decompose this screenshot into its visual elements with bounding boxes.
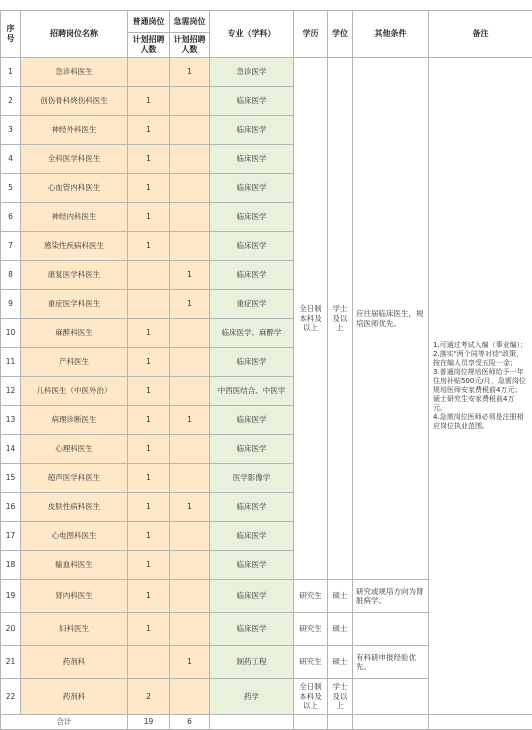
total-row <box>1 715 532 730</box>
regular-count: 1 <box>128 174 170 203</box>
other-conditions-merged: 应往届临床医生，规培医师优先。 <box>353 58 429 580</box>
major: 医学影像学 <box>210 464 294 493</box>
major: 临床医学 <box>210 580 294 613</box>
total-label: 合计 <box>1 715 128 730</box>
major: 临床医学 <box>210 613 294 646</box>
total-regular: 19 <box>128 715 170 730</box>
urgent-count: 1 <box>170 290 210 319</box>
position-name: 药剂科 <box>21 679 128 715</box>
degree-merged: 学士及以上 <box>328 58 353 580</box>
header-no: 序号 <box>1 11 21 58</box>
degree: 硕士 <box>328 646 353 679</box>
regular-count: 1 <box>128 613 170 646</box>
urgent-count <box>170 319 210 348</box>
regular-count: 1 <box>128 435 170 464</box>
table-row <box>1 58 532 87</box>
urgent-count <box>170 116 210 145</box>
major: 临床医学 <box>210 493 294 522</box>
urgent-count <box>170 348 210 377</box>
header-regular-plan: 计划招聘人数 <box>128 33 170 58</box>
row-number: 9 <box>1 290 21 319</box>
position-name: 神经外科医生 <box>21 116 128 145</box>
urgent-count <box>170 551 210 580</box>
row-number: 4 <box>1 145 21 174</box>
regular-count <box>128 58 170 87</box>
major: 临床医学、麻醉学 <box>210 319 294 348</box>
urgent-count <box>170 435 210 464</box>
major: 临床医学 <box>210 174 294 203</box>
regular-count: 2 <box>128 679 170 715</box>
row-number: 7 <box>1 232 21 261</box>
position-name: 麻醉科医生 <box>21 319 128 348</box>
other-conditions <box>353 679 429 715</box>
row-number: 14 <box>1 435 21 464</box>
urgent-count <box>170 464 210 493</box>
regular-count <box>128 646 170 679</box>
header-major: 专业（学科） <box>210 11 294 58</box>
position-name: 病理诊断医生 <box>21 406 128 435</box>
major: 临床医学 <box>210 116 294 145</box>
degree: 硕士 <box>328 580 353 613</box>
other-conditions: 有科研申报经验优先。 <box>353 646 429 679</box>
row-number: 19 <box>1 580 21 613</box>
regular-count: 1 <box>128 319 170 348</box>
major: 药学 <box>210 679 294 715</box>
education-merged: 全日制本科及以上 <box>294 58 328 580</box>
total-empty <box>429 715 532 730</box>
position-name: 心血管内科医生 <box>21 174 128 203</box>
position-name: 重症医学科医生 <box>21 290 128 319</box>
major: 临床医学 <box>210 261 294 290</box>
major: 临床医学 <box>210 551 294 580</box>
position-name: 输血科医生 <box>21 551 128 580</box>
education: 研究生 <box>294 580 328 613</box>
row-number: 21 <box>1 646 21 679</box>
urgent-count <box>170 679 210 715</box>
header-urgent: 急需岗位 <box>170 11 210 33</box>
header-education: 学历 <box>294 11 328 58</box>
row-number: 10 <box>1 319 21 348</box>
row-number: 20 <box>1 613 21 646</box>
total-empty <box>210 715 294 730</box>
urgent-count <box>170 203 210 232</box>
urgent-count <box>170 232 210 261</box>
regular-count: 1 <box>128 464 170 493</box>
regular-count: 1 <box>128 580 170 613</box>
row-number: 2 <box>1 87 21 116</box>
regular-count: 1 <box>128 522 170 551</box>
header-remark: 备注 <box>429 11 532 58</box>
row-number: 5 <box>1 174 21 203</box>
major: 中西医结合、中医学 <box>210 377 294 406</box>
degree: 学士及以上 <box>328 679 353 715</box>
row-number: 13 <box>1 406 21 435</box>
position-name: 超声医学科医生 <box>21 464 128 493</box>
header-urgent-plan: 计划招聘人数 <box>170 33 210 58</box>
urgent-count: 1 <box>170 493 210 522</box>
row-number: 15 <box>1 464 21 493</box>
recruitment-table <box>0 10 532 730</box>
regular-count: 1 <box>128 232 170 261</box>
remark-merged: 1.可通过考试入编（事业编）； 2.落实"两个同等对待"政策，按在编人员享受五险一金； 3.普通岗位规培医师给予一年住房补贴500元/月，急需岗位规培医师安家费税前4万元；硕士研究生安家费税前4万元。 4.急需岗位医师必须是注册相应岗位执业范围。 <box>429 58 532 715</box>
position-name: 康复医学科医生 <box>21 261 128 290</box>
urgent-count <box>170 377 210 406</box>
urgent-count <box>170 580 210 613</box>
header-regular: 普通岗位 <box>128 11 170 33</box>
row-number: 11 <box>1 348 21 377</box>
urgent-count <box>170 145 210 174</box>
regular-count: 1 <box>128 87 170 116</box>
major: 制药工程 <box>210 646 294 679</box>
header-degree: 学位 <box>328 11 353 58</box>
major: 急诊医学 <box>210 58 294 87</box>
other-conditions: 研究或规培方向为肾脏病学。 <box>353 580 429 613</box>
major: 临床医学 <box>210 232 294 261</box>
row-number: 22 <box>1 679 21 715</box>
regular-count: 1 <box>128 406 170 435</box>
urgent-count <box>170 613 210 646</box>
regular-count <box>128 290 170 319</box>
regular-count: 1 <box>128 145 170 174</box>
major: 临床医学 <box>210 145 294 174</box>
position-name: 感染性疾病科医生 <box>21 232 128 261</box>
position-name: 妇科医生 <box>21 613 128 646</box>
position-name: 产科医生 <box>21 348 128 377</box>
major: 临床医学 <box>210 406 294 435</box>
row-number: 8 <box>1 261 21 290</box>
position-name: 皮肤性病科医生 <box>21 493 128 522</box>
major: 临床医学 <box>210 348 294 377</box>
regular-count: 1 <box>128 493 170 522</box>
regular-count: 1 <box>128 203 170 232</box>
row-number: 18 <box>1 551 21 580</box>
regular-count: 1 <box>128 551 170 580</box>
header-other: 其他条件 <box>353 11 429 58</box>
recruitment-table-container <box>0 10 532 730</box>
major: 临床医学 <box>210 203 294 232</box>
position-name: 药剂科 <box>21 646 128 679</box>
total-empty <box>294 715 328 730</box>
position-name: 儿科医生（中医外治） <box>21 377 128 406</box>
position-name: 创伤骨科烧伤科医生 <box>21 87 128 116</box>
education: 全日制本科及以上 <box>294 679 328 715</box>
position-name: 急诊科医生 <box>21 58 128 87</box>
total-empty <box>353 715 429 730</box>
education: 研究生 <box>294 613 328 646</box>
row-number: 12 <box>1 377 21 406</box>
position-name: 神经内科医生 <box>21 203 128 232</box>
urgent-count <box>170 174 210 203</box>
major: 临床医学 <box>210 87 294 116</box>
position-name: 心理科医生 <box>21 435 128 464</box>
row-number: 3 <box>1 116 21 145</box>
urgent-count <box>170 522 210 551</box>
position-name: 全科医学科医生 <box>21 145 128 174</box>
total-urgent: 6 <box>170 715 210 730</box>
major: 临床医学 <box>210 435 294 464</box>
urgent-count: 1 <box>170 646 210 679</box>
regular-count: 1 <box>128 377 170 406</box>
major: 临床医学 <box>210 522 294 551</box>
urgent-count <box>170 87 210 116</box>
row-number: 6 <box>1 203 21 232</box>
row-number: 17 <box>1 522 21 551</box>
urgent-count: 1 <box>170 58 210 87</box>
position-name: 心电图科医生 <box>21 522 128 551</box>
education: 研究生 <box>294 646 328 679</box>
regular-count: 1 <box>128 116 170 145</box>
degree: 硕士 <box>328 613 353 646</box>
urgent-count: 1 <box>170 261 210 290</box>
major: 重症医学 <box>210 290 294 319</box>
other-conditions <box>353 613 429 646</box>
regular-count <box>128 261 170 290</box>
total-empty <box>328 715 353 730</box>
row-number: 1 <box>1 58 21 87</box>
row-number: 16 <box>1 493 21 522</box>
urgent-count: 1 <box>170 406 210 435</box>
position-name: 肾内科医生 <box>21 580 128 613</box>
regular-count: 1 <box>128 348 170 377</box>
header-position: 招聘岗位名称 <box>21 11 128 58</box>
